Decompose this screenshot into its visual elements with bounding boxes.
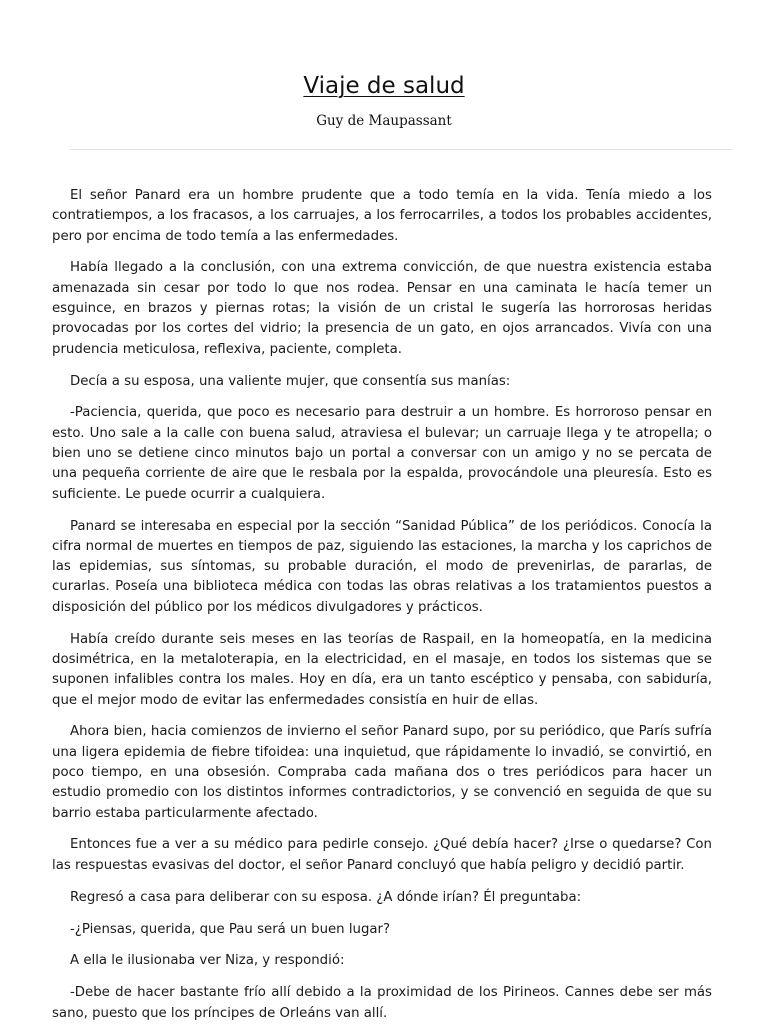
title-divider [69, 149, 732, 150]
paragraph-6: Había creído durante seis meses en las teorías de Raspail, en la homeopatía, en la medicina dosimétrica, en la metaloterapia, en la electricidad, en el masaje, en todos los sistemas que se suponen infalibles contra los males. Hoy en día, era un tanto escéptico y pensaba, con sabiduría, que el mejor modo de evitar las enfermedades consistía en huir de ellas. [52, 631, 712, 708]
paragraph-2: Había llegado a la conclusión, con una extrema convicción, de que nuestra existencia estaba amenazada sin cesar por todo lo que nos rodea. Pensar en una caminata le hacía temer un esguince, en brazos y piernas rotas; la visión de un cristal le sugería las horrorosas heridas provocadas por los cortes del vidrio; la presencia de un gato, en ojos arrancados. Vivía con una prudencia meticulosa, reflexiva, paciente, completa. [52, 260, 712, 357]
paragraph-4: -Paciencia, querida, que poco es necesario para destruir a un hombre. Es horroroso pensar en esto. Uno sale a la calle con buena salud, atraviesa el bulevar; un carruaje llega y te atropella; o bien uno se detiene cinco minutos bajo un portal a conversar con un amigo y no se percata de una pequeña corriente de aire que le resbala por la espalda, provocándole una pleuresía. Esto es suficiente. Le puede ocurrir a cualquiera. [52, 405, 712, 502]
paragraph-8: Entonces fue a ver a su médico para pedirle consejo. ¿Qué debía hacer? ¿Irse o quedarse? Con las respuestas evasivas del doctor, el señor Panard concluyó que había peligro y decidió partir. [52, 837, 712, 873]
paragraph-5: Panard se interesaba en especial por la sección “Sanidad Pública” de los periódicos. Conocía la cifra normal de muertes en tiempos de paz, siguiendo las estaciones, la marcha y los caprichos de las epidemias, sus síntomas, su probable duración, el modo de prevenirlas, de pararlas, de curarlas. Poseía una biblioteca médica con todas las obras relativas a los tratamientos puestos a disposición del público por los médicos divulgadores y prácticos. [52, 518, 712, 615]
document-body [52, 186, 712, 1036]
paragraph-10: -¿Piensas, querida, que Pau será un buen lugar? [70, 921, 391, 937]
paragraph-11: A ella le ilusionaba ver Niza, y respondió: [70, 953, 345, 969]
paragraph-1: El señor Panard era un hombre prudente que a todo temía en la vida. Tenía miedo a los contratiempos, a los fracasos, a los carruajes, a los ferrocarriles, a todos los probables accidentes, pero por encima de todo temía a las enfermedades. [52, 188, 712, 244]
paragraph-12: -Debe de hacer bastante frío allí debido a la proximidad de los Pirineos. Cannes debe ser más sano, puesto que los príncipes de Orleáns van allí. [52, 985, 712, 1021]
paragraph-9: Regresó a casa para deliberar con su esposa. ¿A dónde irían? Él preguntaba: [70, 889, 582, 905]
paragraph-3: Decía a su esposa, una valiente mujer, que consentía sus manías: [70, 373, 511, 389]
paragraph-7: Ahora bien, hacia comienzos de invierno el señor Panard supo, por su periódico, que París sufría una ligera epidemia de fiebre tifoidea: una inquietud, que rápidamente lo invadió, se convirtió, en poco tiempo, en una obsesión. Compraba cada mañana dos o tres periódicos para hacer un estudio promedio con los distintos informes contradictorios, y se convenció en seguida de que su barrio estaba particularmente afectado. [52, 724, 712, 821]
document-title: Viaje de salud [303, 73, 465, 99]
document-author: Guy de Maupassant [316, 113, 452, 129]
